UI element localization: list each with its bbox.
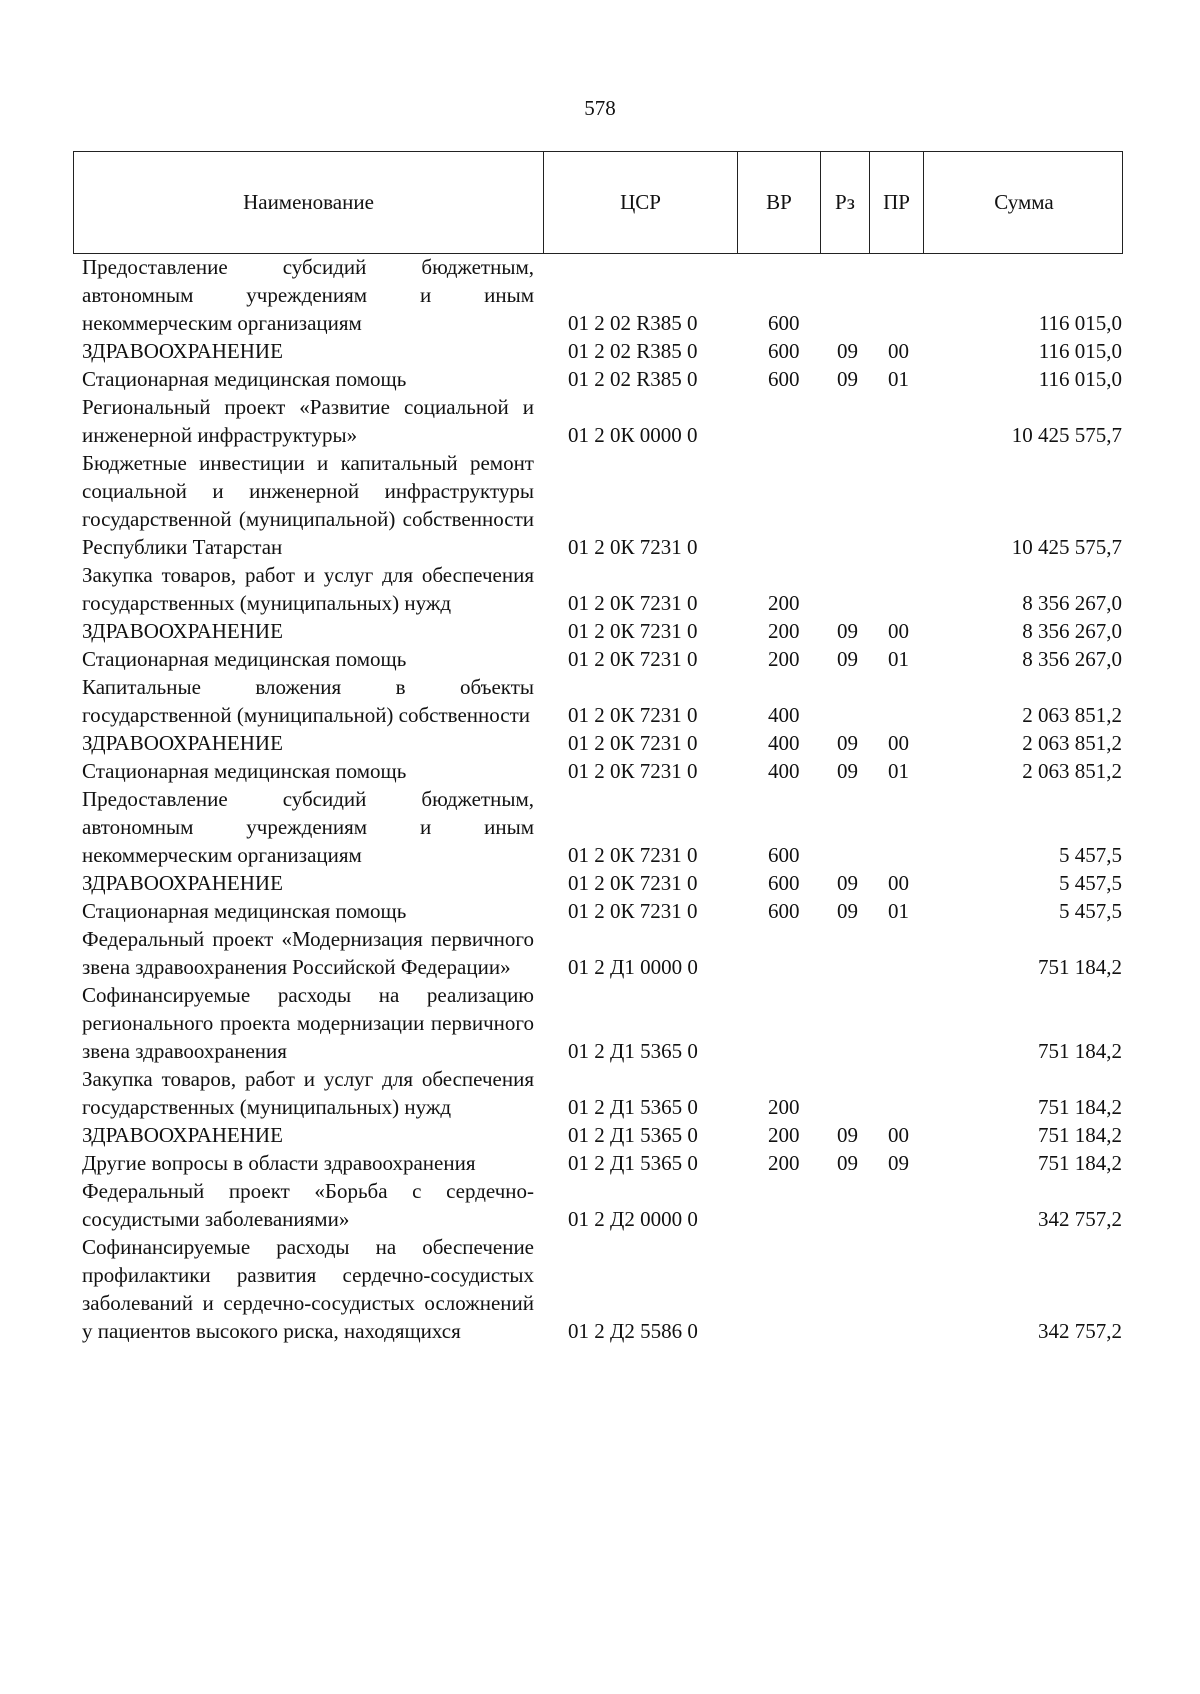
row-sum-cell: 751 184,2 [1038, 955, 1122, 979]
row-csr-cell: 01 2 0К 7231 0 [568, 647, 698, 671]
row-csr-cell: 01 2 0К 7231 0 [568, 731, 698, 755]
row-name-cell: Стационарная медицинская помощь [82, 759, 407, 783]
page-number: 578 [584, 96, 616, 120]
row-sum-cell: 8 356 267,0 [1022, 619, 1122, 643]
row-rz-cell: 09 [837, 759, 858, 783]
row-name-cell: Другие вопросы в области здравоохранения [82, 1151, 476, 1175]
row-csr-cell: 01 2 Д2 5586 0 [568, 1319, 698, 1343]
row-sum-cell: 751 184,2 [1038, 1095, 1122, 1119]
table-row [82, 617, 1122, 645]
row-sum-cell: 5 457,5 [1059, 843, 1122, 867]
row-pr-cell: 00 [888, 731, 909, 755]
row-rz-cell: 09 [837, 367, 858, 391]
table-row [82, 365, 1122, 393]
row-sum-cell: 8 356 267,0 [1022, 591, 1122, 615]
row-vr-cell: 200 [768, 591, 800, 615]
row-name-cell: ЗДРАВООХРАНЕНИЕ [82, 619, 283, 643]
row-csr-cell: 01 2 0К 7231 0 [568, 871, 698, 895]
column-header-pr: ПР [870, 152, 924, 253]
row-vr-cell: 600 [768, 339, 800, 363]
row-name-cell: Предоставление субсидий бюджетным, автономным учреждениям и иным некоммерческим организациям [82, 255, 534, 335]
row-rz-cell: 09 [837, 871, 858, 895]
row-name-cell: ЗДРАВООХРАНЕНИЕ [82, 871, 283, 895]
row-rz-cell: 09 [837, 1123, 858, 1147]
table-row [82, 897, 1122, 925]
row-name-cell: Федеральный проект «Модернизация первичного звена здравоохранения Российской Федерации» [82, 927, 534, 979]
row-rz-cell: 09 [837, 619, 858, 643]
column-header-rz: Рз [821, 152, 870, 253]
row-name-cell: Региональный проект «Развитие социальной и инженерной инфраструктуры» [82, 395, 534, 447]
row-sum-cell: 10 425 575,7 [1011, 535, 1122, 559]
row-pr-cell: 00 [888, 339, 909, 363]
row-name-cell: Софинансируемые расходы на реализацию регионального проекта модернизации первичного звена здравоохранения [82, 983, 534, 1063]
row-name-cell: ЗДРАВООХРАНЕНИЕ [82, 731, 283, 755]
row-vr-cell: 600 [768, 311, 800, 335]
row-sum-cell: 751 184,2 [1038, 1039, 1122, 1063]
table-row [82, 757, 1122, 785]
row-sum-cell: 751 184,2 [1038, 1151, 1122, 1175]
row-sum-cell: 5 457,5 [1059, 899, 1122, 923]
row-sum-cell: 2 063 851,2 [1022, 703, 1122, 727]
row-csr-cell: 01 2 0К 7231 0 [568, 703, 698, 727]
row-name-cell: Стационарная медицинская помощь [82, 367, 407, 391]
row-vr-cell: 600 [768, 871, 800, 895]
row-csr-cell: 01 2 0К 7231 0 [568, 591, 698, 615]
row-rz-cell: 09 [837, 731, 858, 755]
row-name-cell: Бюджетные инвестиции и капитальный ремонт социальной и инженерной инфраструктуры государственной (муниципальной) собственности Республики Татарстан [82, 451, 534, 559]
row-vr-cell: 600 [768, 367, 800, 391]
row-csr-cell: 01 2 Д2 0000 0 [568, 1207, 698, 1231]
table-row [82, 393, 1122, 449]
column-header-csr: ЦСР [544, 152, 738, 253]
column-header-vr: ВР [738, 152, 821, 253]
row-vr-cell: 200 [768, 1123, 800, 1147]
row-vr-cell: 400 [768, 703, 800, 727]
row-csr-cell: 01 2 Д1 5365 0 [568, 1151, 698, 1175]
table-row [82, 1177, 1122, 1233]
row-name-cell: Федеральный проект «Борьба с сердечно-сосудистыми заболеваниями» [82, 1179, 534, 1231]
row-vr-cell: 400 [768, 759, 800, 783]
table-row [82, 561, 1122, 617]
table-header [73, 151, 1123, 254]
row-sum-cell: 116 015,0 [1038, 367, 1122, 391]
row-name-cell: Стационарная медицинская помощь [82, 647, 407, 671]
row-csr-cell: 01 2 0К 7231 0 [568, 535, 698, 559]
row-pr-cell: 09 [888, 1151, 909, 1175]
row-name-cell: Стационарная медицинская помощь [82, 899, 407, 923]
row-rz-cell: 09 [837, 899, 858, 923]
row-sum-cell: 751 184,2 [1038, 1123, 1122, 1147]
table-row [82, 337, 1122, 365]
row-csr-cell: 01 2 0К 0000 0 [568, 423, 698, 447]
row-csr-cell: 01 2 Д1 5365 0 [568, 1039, 698, 1063]
table-row [82, 1121, 1122, 1149]
row-rz-cell: 09 [837, 1151, 858, 1175]
row-vr-cell: 200 [768, 1151, 800, 1175]
row-rz-cell: 09 [837, 647, 858, 671]
row-sum-cell: 5 457,5 [1059, 871, 1122, 895]
row-csr-cell: 01 2 Д1 5365 0 [568, 1095, 698, 1119]
row-sum-cell: 2 063 851,2 [1022, 759, 1122, 783]
row-vr-cell: 600 [768, 899, 800, 923]
column-header-sum: Сумма [994, 190, 1054, 214]
row-csr-cell: 01 2 0К 7231 0 [568, 759, 698, 783]
row-name-cell: Софинансируемые расходы на обеспечение профилактики развития сердечно-сосудистых заболеваний и сердечно-сосудистых осложнений у пациентов высокого риска, находящихся [82, 1235, 534, 1343]
row-name-cell: Закупка товаров, работ и услуг для обеспечения государственных (муниципальных) нужд [82, 563, 534, 615]
table-row [82, 1065, 1122, 1121]
row-csr-cell: 01 2 02 R385 0 [568, 311, 698, 335]
row-csr-cell: 01 2 0К 7231 0 [568, 619, 698, 643]
row-sum-cell: 342 757,2 [1038, 1207, 1122, 1231]
row-sum-cell: 116 015,0 [1038, 311, 1122, 335]
table-row [82, 925, 1122, 981]
table-row [82, 253, 1122, 337]
row-pr-cell: 01 [888, 367, 909, 391]
row-sum-cell: 342 757,2 [1038, 1319, 1122, 1343]
row-sum-cell: 8 356 267,0 [1022, 647, 1122, 671]
table-row [82, 869, 1122, 897]
table-row [82, 449, 1122, 561]
table-row [82, 785, 1122, 869]
row-sum-cell: 10 425 575,7 [1011, 423, 1122, 447]
table-row [82, 1149, 1122, 1177]
row-csr-cell: 01 2 0К 7231 0 [568, 843, 698, 867]
row-csr-cell: 01 2 02 R385 0 [568, 339, 698, 363]
row-sum-cell: 2 063 851,2 [1022, 731, 1122, 755]
row-rz-cell: 09 [837, 339, 858, 363]
row-name-cell: Капитальные вложения в объекты государственной (муниципальной) собственности [82, 675, 534, 727]
row-pr-cell: 00 [888, 619, 909, 643]
row-pr-cell: 00 [888, 1123, 909, 1147]
row-sum-cell: 116 015,0 [1038, 339, 1122, 363]
row-vr-cell: 200 [768, 619, 800, 643]
row-csr-cell: 01 2 Д1 5365 0 [568, 1123, 698, 1147]
column-header-name: Наименование [74, 152, 544, 253]
row-vr-cell: 200 [768, 647, 800, 671]
table-row [82, 673, 1122, 729]
row-name-cell: ЗДРАВООХРАНЕНИЕ [82, 1123, 283, 1147]
row-pr-cell: 01 [888, 647, 909, 671]
row-vr-cell: 400 [768, 731, 800, 755]
table-row [82, 645, 1122, 673]
row-csr-cell: 01 2 Д1 0000 0 [568, 955, 698, 979]
row-pr-cell: 00 [888, 871, 909, 895]
table-row [82, 729, 1122, 757]
row-vr-cell: 200 [768, 1095, 800, 1119]
row-name-cell: ЗДРАВООХРАНЕНИЕ [82, 339, 283, 363]
row-pr-cell: 01 [888, 759, 909, 783]
table-body [82, 253, 1122, 1345]
row-name-cell: Закупка товаров, работ и услуг для обеспечения государственных (муниципальных) нужд [82, 1067, 534, 1119]
table-row [82, 981, 1122, 1065]
row-csr-cell: 01 2 02 R385 0 [568, 367, 698, 391]
row-csr-cell: 01 2 0К 7231 0 [568, 899, 698, 923]
row-pr-cell: 01 [888, 899, 909, 923]
row-name-cell: Предоставление субсидий бюджетным, автономным учреждениям и иным некоммерческим организациям [82, 787, 534, 867]
table-row [82, 1233, 1122, 1345]
row-vr-cell: 600 [768, 843, 800, 867]
